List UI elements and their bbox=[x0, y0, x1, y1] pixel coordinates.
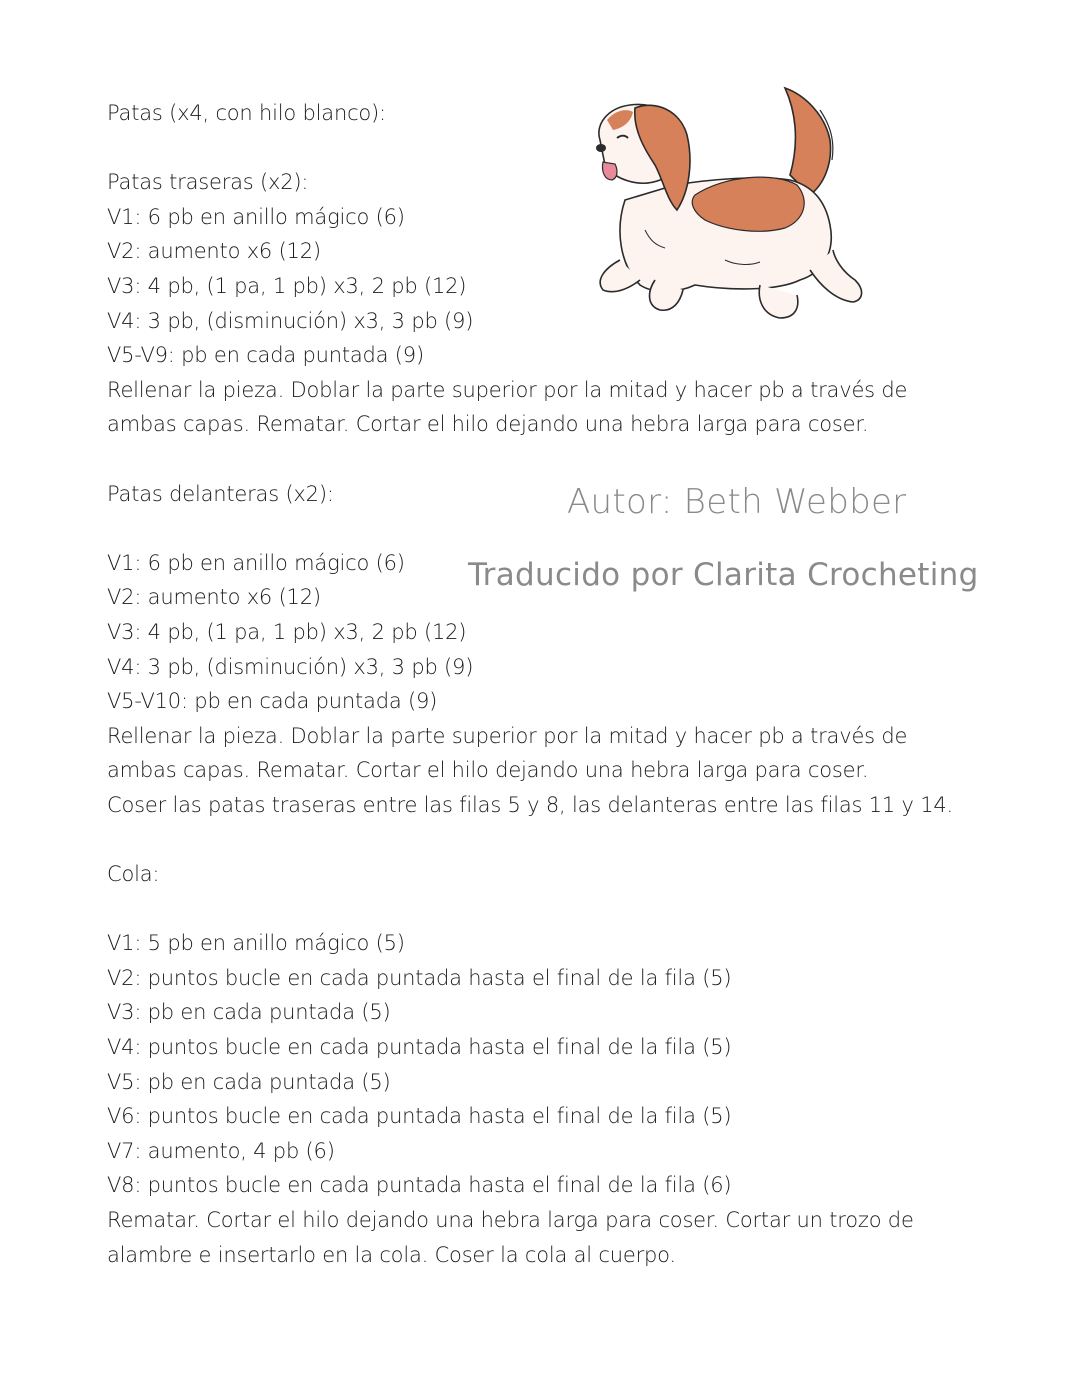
tail-row-8: V8: puntos bucle en cada puntada hasta el final de la fila (6) bbox=[107, 1173, 732, 1198]
dog-tail bbox=[785, 88, 831, 195]
front-finish-2: ambas capas. Rematar. Cortar el hilo dejando una hebra larga para coser. bbox=[107, 758, 869, 783]
hind-row-3: V3: 4 pb, (1 pa, 1 pb) x3, 2 pb (12) bbox=[107, 273, 467, 298]
hind-legs-heading: Patas traseras (x2): bbox=[107, 170, 309, 195]
tail-row-5: V5: pb en cada puntada (5) bbox=[107, 1069, 391, 1094]
hind-finish-2: ambas capas. Rematar. Cortar el hilo dejando una hebra larga para coser. bbox=[107, 412, 869, 437]
tail-heading: Cola: bbox=[107, 862, 160, 887]
tail-row-1: V1: 5 pb en anillo mágico (5) bbox=[107, 931, 405, 956]
author-credit: Autor: Beth Webber bbox=[567, 482, 907, 522]
translator-credit: Traducido por Clarita Crocheting bbox=[468, 557, 979, 593]
tail-finish-2: alambre e insertarlo en la cola. Coser la cola al cuerpo. bbox=[107, 1242, 676, 1267]
front-row-5: V5-V10: pb en cada puntada (9) bbox=[107, 689, 438, 714]
spacer bbox=[107, 442, 987, 477]
hind-row-1: V1: 6 pb en anillo mágico (6) bbox=[107, 204, 405, 229]
tail-row-4: V4: puntos bucle en cada puntada hasta el final de la fila (5) bbox=[107, 1035, 732, 1060]
front-row-2: V2: aumento x6 (12) bbox=[107, 585, 321, 610]
hind-row-2: V2: aumento x6 (12) bbox=[107, 239, 321, 264]
spacer bbox=[107, 892, 987, 927]
spacer bbox=[107, 822, 987, 857]
front-row-1: V1: 6 pb en anillo mágico (6) bbox=[107, 550, 405, 575]
tail-finish-1: Rematar. Cortar el hilo dejando una hebra larga para coser. Cortar un trozo de bbox=[107, 1208, 914, 1232]
front-row-4: V4: 3 pb, (disminución) x3, 3 pb (9) bbox=[107, 654, 474, 679]
tail-row-6: V6: puntos bucle en cada puntada hasta el final de la fila (5) bbox=[107, 1104, 732, 1129]
front-finish-1: Rellenar la pieza. Doblar la parte superior por la mitad y hacer pb a través de bbox=[107, 723, 908, 748]
tail-row-3: V3: pb en cada puntada (5) bbox=[107, 1000, 391, 1025]
hind-row-5: V5-V9: pb en cada puntada (9) bbox=[107, 343, 424, 368]
hind-finish-1: Rellenar la pieza. Doblar la parte superior por la mitad y hacer pb a través de bbox=[107, 377, 908, 402]
puppy-illustration-icon bbox=[585, 80, 875, 330]
dog-tongue bbox=[602, 162, 616, 180]
dog-hind-leg-left bbox=[759, 285, 798, 318]
tail-row-2: V2: puntos bucle en cada puntada hasta el final de la fila (5) bbox=[107, 965, 732, 990]
hind-row-4: V4: 3 pb, (disminución) x3, 3 pb (9) bbox=[107, 308, 474, 333]
front-finish-3: Coser las patas traseras entre las filas 5 y 8, las delanteras entre las filas 11 y 14. bbox=[107, 792, 954, 817]
tail-row-7: V7: aumento, 4 pb (6) bbox=[107, 1138, 335, 1163]
front-row-3: V3: 4 pb, (1 pa, 1 pb) x3, 2 pb (12) bbox=[107, 619, 467, 644]
section-title: Patas (x4, con hilo blanco): bbox=[107, 101, 386, 125]
front-legs-heading: Patas delanteras (x2): bbox=[107, 481, 334, 506]
dog-nose bbox=[596, 144, 606, 152]
